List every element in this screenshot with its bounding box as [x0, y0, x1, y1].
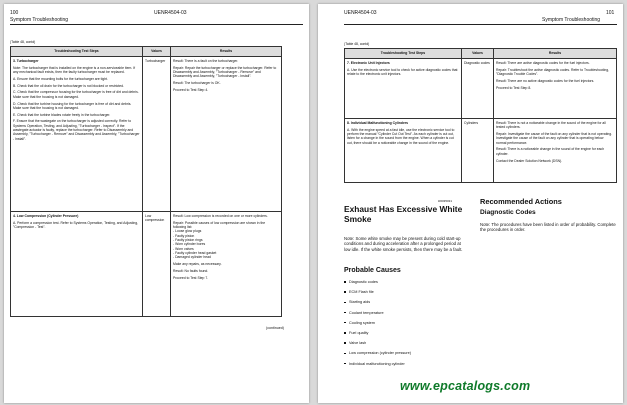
diagnostic-codes-text: Note: The procedures have been listed in order of probability. Complete the procedures in order.: [480, 222, 616, 233]
step-paragraph: B. Check that the oil drain for the turbocharger is not blocked or restricted.: [13, 83, 125, 88]
result-paragraph: Repair: Troubleshoot the active diagnostic codes. Refer to Troubleshooting, "Diagnostic Trouble Codes".: [496, 67, 610, 77]
result-paragraph: Result: There are active diagnostic codes for the fuel injectors.: [496, 61, 590, 65]
result-paragraph: Result: Low compression is recorded on one or more cylinders.: [173, 214, 268, 218]
result-paragraph: Result: There are no active diagnostic codes for the fuel injectors.: [496, 78, 595, 83]
results-cell: [171, 212, 282, 317]
column-header: Values: [143, 47, 171, 57]
step-title: 3. Turbocharger: [13, 59, 39, 63]
value-cell: [143, 57, 171, 212]
result-paragraph: Result: No faults found.: [173, 268, 209, 273]
document-id: UENR4504-03: [344, 10, 377, 16]
results-cell: [494, 59, 617, 119]
list-item: Low compression (cylinder pressure): [344, 351, 464, 361]
test-step-cell: [345, 59, 462, 119]
result-paragraph: Proceed to Test Step 7.: [173, 275, 209, 280]
watermark-text: www.epcatalogs.com: [400, 379, 531, 393]
list-item: Coolant temperature: [344, 311, 464, 321]
test-step-cell: [11, 57, 143, 212]
step-paragraph: F. Ensure that the wastegate on the turbocharger is adjusted correctly. Refer to Systems Operation, Testing, and Adjusting, "Turbocharger - Inspect". If the wastegate actuator is faulty, replace the turbocharger. Refer to Disassembly and Assembly, "Turbocharger - Remove" and Disassembly and Assembly, "Turbocharger - Install".: [13, 119, 140, 141]
section-code: i06035031: [438, 199, 453, 203]
list-item: Fuel quality: [344, 331, 464, 341]
troubleshooting-table: [10, 46, 282, 317]
list-item: Starting aids: [344, 300, 464, 310]
step-title: 8. Individual Malfunctioning Cylinders: [347, 121, 409, 125]
probable-causes-heading: Probable Causes: [344, 267, 401, 274]
column-header: Values: [462, 49, 494, 59]
page-number: 100: [10, 10, 19, 16]
result-paragraph: Repair: Repair the turbocharger or replace the turbocharger. Refer to Disassembly and Assembly, "Turbocharger - Remove" and Disassembly and Assembly, "Turbocharger - Install".: [173, 65, 277, 79]
table-row: [345, 119, 617, 183]
result-paragraph: Result: There is a noticeable change in the sound of the engine for each cylinder.: [496, 147, 605, 156]
result-paragraph: Proceed to Test Step 8.: [496, 85, 532, 90]
step-paragraph: Note: The turbocharger that is installed on the engine is a non-serviceable item. If any mechanical fault exists, then the faulty turbocharger must be replaced.: [13, 65, 136, 75]
step-paragraph: A. Use the electronic service tool to check for active diagnostic codes that relate to the electronic unit injectors.: [347, 67, 458, 77]
step-paragraph: A. Ensure that the mounting bolts for the turbocharger are tight.: [13, 76, 108, 81]
right-page: [318, 4, 623, 403]
table-row: [345, 59, 617, 119]
value-text: Low compression: [145, 214, 165, 223]
step-paragraph: A. With the engine speed at a fast idle, use the electronic service tool to perform the manual "Cylinder Cut Out Test". As each cylinder is cut out, listen for a change in the sound from the engine. When a cylinder is cut out, there should be a noticeable change in the sound of the engine.: [347, 127, 455, 145]
step-title: 7. Electronic Unit Injectors: [347, 61, 390, 65]
result-paragraph: Make any repairs, as necessary.: [173, 261, 222, 266]
value-text: Turbocharger: [145, 59, 166, 63]
test-step-cell: [11, 212, 143, 317]
header-rule: [344, 24, 617, 25]
step-paragraph: E. Check that the turbine blades rotate freely in the turbocharger.: [13, 112, 111, 117]
result-paragraph: Result: The turbocharger is OK.: [173, 81, 221, 86]
table-caption: (Table 48, contd): [344, 42, 370, 46]
table-row: [11, 212, 282, 317]
result-paragraph: Proceed to Test Step 4.: [173, 87, 209, 92]
column-header: Results: [171, 47, 282, 57]
page-header: [4, 10, 309, 26]
column-header: Results: [494, 49, 617, 59]
list-item: Valve lash: [344, 341, 464, 351]
section-title: Symptom Troubleshooting: [542, 17, 601, 23]
list-item: Diagnostic codes: [344, 280, 464, 290]
step-title: 4. Low Compression (Cylinder Pressure): [13, 214, 79, 218]
step-paragraph: A. Perform a compression test. Refer to Systems Operation, Testing, and Adjusting, "Compression - Test".: [13, 220, 139, 230]
value-cell: [143, 212, 171, 317]
test-step-cell: [345, 119, 462, 183]
table-row: [11, 57, 282, 212]
probable-causes-list: [344, 280, 464, 372]
intro-note: Note: Some white smoke may be present during cold start-up conditions and during acceleration after a prolonged period at low idle. If the white smoke persists, then there may be a fault.: [344, 236, 463, 252]
diagnostic-codes-heading: Diagnostic Codes: [480, 209, 536, 216]
page-number: 101: [606, 10, 615, 16]
result-paragraph: Result: There is not a noticeable change in the sound of the engine for all tested cylinders.: [496, 121, 606, 130]
step-paragraph: D. Check that the turbine housing for the turbocharger is free of dirt and debris. Make sure that the housing is not damaged.: [13, 101, 132, 110]
left-page: [4, 4, 309, 403]
result-paragraph: Result: There is a fault on the turbocharger.: [173, 59, 239, 63]
result-paragraph: Repair: Possible causes of low compression are shown in the following list: - Loose glow plugs - Faulty piston - Faulty piston rings - Worn cylinder bores - Worn valves - Faulty cylinder head gasket - Damaged cylinder head: [173, 220, 266, 260]
recommended-actions-heading: Recommended Actions: [480, 197, 562, 206]
results-cell: [171, 57, 282, 212]
result-paragraph: Contact the Dealer Solution Network (DSN).: [496, 158, 563, 163]
document-id: UENR4504-03: [154, 10, 187, 16]
results-cell: [494, 119, 617, 183]
header-rule: [10, 24, 303, 25]
list-item: ECM Flash file: [344, 290, 464, 300]
column-header: Troubleshooting Test Steps: [11, 47, 143, 57]
result-paragraph: Repair: Investigate the cause of the fault on any cylinder that is not operating. Investigate the cause of the fault on any cylinder that is operating below normal performance.: [496, 132, 613, 145]
page-header: [318, 10, 623, 26]
value-text: Cylinders: [464, 121, 479, 125]
troubleshooting-table: [344, 48, 617, 183]
page-title: Exhaust Has Excessive White Smoke: [344, 204, 463, 224]
value-cell: [462, 119, 494, 183]
table-caption: (Table 48, contd): [10, 40, 36, 44]
section-title: Symptom Troubleshooting: [10, 17, 69, 23]
list-item: Individual malfunctioning cylinder: [344, 362, 464, 372]
list-item: Cooling system: [344, 321, 464, 331]
value-text: Diagnostic codes: [464, 61, 490, 65]
continued-note: (continued): [266, 326, 284, 330]
step-paragraph: C. Check that the compressor housing for the turbocharger is free of dirt and debris. Make sure that the housing is not damaged.: [13, 90, 139, 99]
value-cell: [462, 59, 494, 119]
column-header: Troubleshooting Test Steps: [345, 49, 462, 59]
